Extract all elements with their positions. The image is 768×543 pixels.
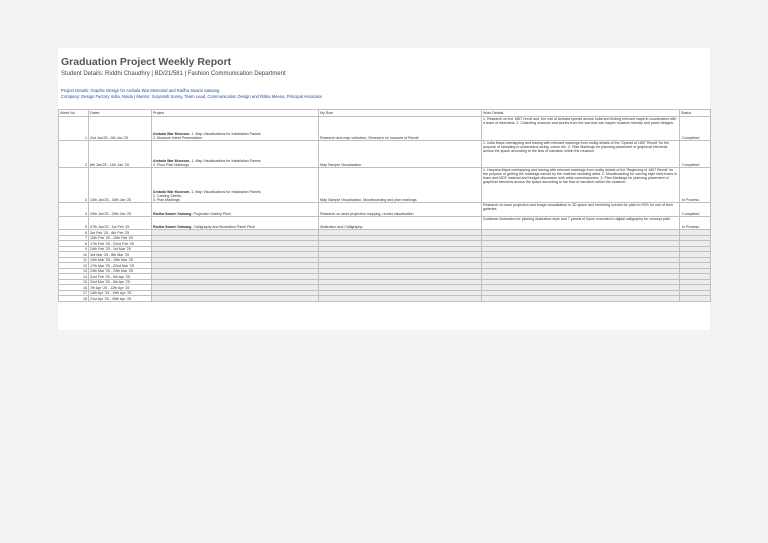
table-row [59,296,711,302]
week-dates: 24th Feb '25 - 1st Mar '25 [89,246,152,252]
role-cell: Illustration and Calligraphy [319,217,482,230]
company-details: Company: Design Factory India, Noida | Mentor: Suryansh Sunny, Team Lead, Communication Design and Ritika Meena, Principal Associate [61,94,322,99]
table-row [59,217,711,230]
project-task: 1. Map Visualisations for Installation Panels [190,132,261,136]
week-number: 12 [59,263,89,269]
work-details-cell: Guidance illustration for pitching illustration style and 7 panels of hymn executed in digital calligraphy for concept pitch [482,217,680,230]
project-cell [152,117,319,141]
week-dates: 3rd Mar '25 - 8th Mar '25 [89,252,152,258]
role-cell: Map Sample Visualization [319,141,482,168]
role-cell: Research and map collection, Research on nuances of Revolt [319,117,482,141]
project-cell [152,203,319,217]
table-row [59,168,711,203]
header-dates: Dates [89,110,152,117]
week-number: 14 [59,274,89,280]
table-row [59,117,711,141]
status-cell: Completed [680,203,711,217]
project-cell [152,217,319,230]
role-cell: Research on laser projection mapping, render visualisation [319,203,482,217]
status-cell: Completed [680,141,711,168]
project-task: - Projection Gallery Pitch [191,212,231,216]
project-cell [152,168,319,203]
header-week: Week No. [59,110,89,117]
table-row [59,141,711,168]
status-cell: In Process [680,168,711,203]
table-row [59,203,711,217]
status-cell [680,296,711,302]
project-name: Ambala War Museum- [153,132,191,136]
role-cell: Map Sample Visualization, Moodboarding and plan markings [319,168,482,203]
week-number: 3 [59,168,89,203]
week-dates: 21st Apr '25 - 26th Apr '25 [89,296,152,302]
week-dates: 17th Feb '25 - 22nd Feb '25 [89,241,152,247]
project-cell [152,296,319,302]
week-dates: 17th Mar '25 - 22nd Mar '25 [89,263,152,269]
week-dates: 10th Feb '25 - 15th Feb '25 [89,235,152,241]
header-work: Work Details [482,110,680,117]
status-cell: Completed [680,117,711,141]
project-task: 1. Map Visualisations for Installation Panels [190,159,261,163]
week-dates: 31st Mar '25 - 5th Apr '25 [89,279,152,285]
work-details-cell: Research on laser projection and image visualisation in 3D space and rendering scenes for pitch to RSS for one of their galleries. [482,203,680,217]
project-name: Radha Swami Satsang [153,225,192,229]
header-status: Status [680,110,711,117]
work-details-cell: 1. Haryana Maps overlapping and tracing with relevant markings from multiy details of the 'Beginning of 1857 Revolt' for the purpose of getting the markings carved by the material moulding artist. 2. Moodboarding for carving style references in foam and MDF material and budget discussion with artist commissioners. 3. Plan Markings for planning placement of graphical elements across the space according to the flow of narration within the museum. [482,168,680,203]
week-dates: 7th Apr '25 - 12th Apr '25 [89,285,152,291]
work-details-cell: 1. India Maps overlapping and tracing with relevant markings from multiy details of the 'Spread of 1857 Revolt' for the purpose of sampling to understand sizing, colour etc. 2. Plan Markings for planning placement of graphical elements across the space according to the flow of narration within the museum. [482,141,680,168]
week-number: 5 [59,217,89,230]
week-dates: 27th Jan'25 - 1st Feb '25 [89,217,152,230]
project-task-line: 2. Floor Plan Markings [153,163,189,167]
table-header-row [59,110,711,117]
week-number: 18 [59,296,89,302]
week-number: 11 [59,257,89,263]
weekly-report-table [58,109,711,302]
week-dates: 10th Mar '25 - 15th Mar '25 [89,257,152,263]
project-name: Ambala War Museum- [153,159,191,163]
week-dates: 20th Jan'25 - 25th Jan '25 [89,203,152,217]
project-task: 1. Map Visualisations for Installation Panels [190,190,261,194]
week-number: 9 [59,246,89,252]
project-task-line: 2. Carving Sketch [153,194,182,198]
status-cell: In Process [680,217,711,230]
header-role: My Role [319,110,482,117]
week-number: 17 [59,290,89,296]
week-number: 2 [59,141,89,168]
week-number: 16 [59,285,89,291]
week-number: 13 [59,268,89,274]
project-task: - Calligraphy and Illustration Panel Pitch [191,225,256,229]
week-number: 15 [59,279,89,285]
week-number: 1 [59,117,89,141]
student-details: Student Details: Riddhi Chaudhry | BD/21/581 | Fashion Communication Department [61,71,286,77]
week-dates: 14th Apr '25 - 19th Apr '25 [89,290,152,296]
work-details-cell [482,296,680,302]
report-title: Graduation Project Weekly Report [61,56,232,68]
project-task-line: 2. Museum Intent Presentation [153,136,202,140]
week-number: 6 [59,230,89,236]
project-name: Radha Swami Satsang [153,212,192,216]
project-details: Project Details: Graphic Design for Ambala War Memorial and Radha Swami Satsang [61,88,220,93]
week-dates: 13th Jan'25 - 18th Jan '25 [89,168,152,203]
work-details-cell: 1. Research on the 1857 revolt and, the role of Ambala spread across India and finding relevant maps in coordination with a team of historians. 2. Collecting nuances and stories from the war that can inspire museum identity and panel designs. [482,117,680,141]
week-number: 4 [59,203,89,217]
role-cell [319,296,482,302]
week-dates: 31st Feb '25 - 5th Apr '25 [89,274,152,280]
header-project: Project [152,110,319,117]
week-number: 8 [59,241,89,247]
week-dates: 6th Jan'25 - 11th Jan '25 [89,141,152,168]
week-dates: 24th Mar '25 - 29th Mar '25 [89,268,152,274]
week-number: 10 [59,252,89,258]
week-number: 7 [59,235,89,241]
project-name: Ambala War Museum- [153,190,191,194]
week-dates: 3rd Feb '25 - 8th Feb '25 [89,230,152,236]
project-cell [152,141,319,168]
project-task-line: 3. Plan Markings [153,198,180,202]
week-dates: 2nd Jan'25 - 4th Jan '25 [89,117,152,141]
